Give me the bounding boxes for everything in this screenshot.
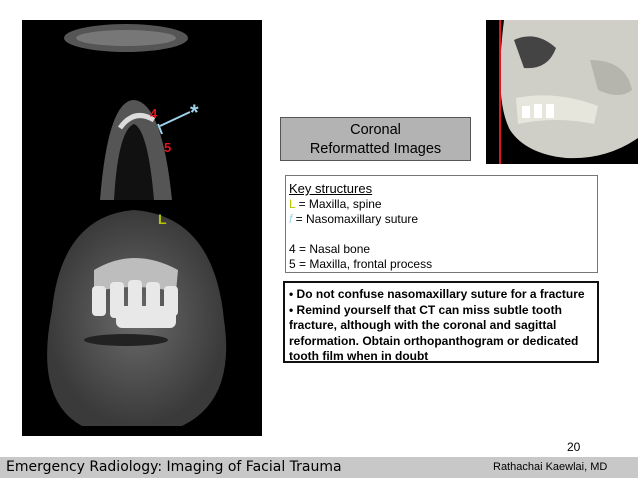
- title-line-2: Reformatted Images: [309, 141, 442, 157]
- notes-box: [283, 281, 599, 363]
- label-maxilla-frontal: 5: [164, 140, 172, 155]
- key-text-l: = Maxilla, spine: [295, 197, 382, 211]
- label-maxilla-spine: L: [158, 211, 167, 227]
- page-number: 20: [567, 440, 581, 454]
- footer-title: Emergency Radiology: Imaging of Facial Trauma: [6, 459, 342, 475]
- key-structures-heading: Key structures: [289, 181, 373, 196]
- label-nasal-bone: 4: [150, 106, 158, 121]
- key-item-4: 4 = Nasal bone: [289, 242, 371, 256]
- footer-author: Rathachai Kaewlai, MD: [493, 461, 608, 473]
- skull-3d-image: [486, 20, 638, 164]
- key-item-l: [289, 197, 594, 212]
- key-structures-box: [285, 175, 598, 273]
- key-item-5: 5 = Maxilla, frontal process: [289, 257, 433, 271]
- slice-position-line: [499, 20, 501, 164]
- title-line-1: Coronal: [350, 122, 401, 138]
- key-item-f: [289, 212, 594, 227]
- coronal-ct-image: [22, 20, 262, 436]
- note-item: • Remind yourself that CT can miss subtle tooth fracture, although with the coronal and sagittal reformation. Obtain orthopanthogram or dedicated tooth film when in doubt: [289, 302, 579, 363]
- slide-title: [280, 117, 471, 161]
- note-item: • Do not confuse nasomaxillary suture for a fracture: [289, 287, 585, 301]
- key-symbol-f: f: [289, 212, 293, 226]
- footer-bar: [0, 457, 638, 478]
- key-symbol-l: L: [289, 197, 296, 211]
- label-asterisk: *: [190, 100, 199, 125]
- key-text-f: = Nasomaxillary suture: [292, 212, 419, 226]
